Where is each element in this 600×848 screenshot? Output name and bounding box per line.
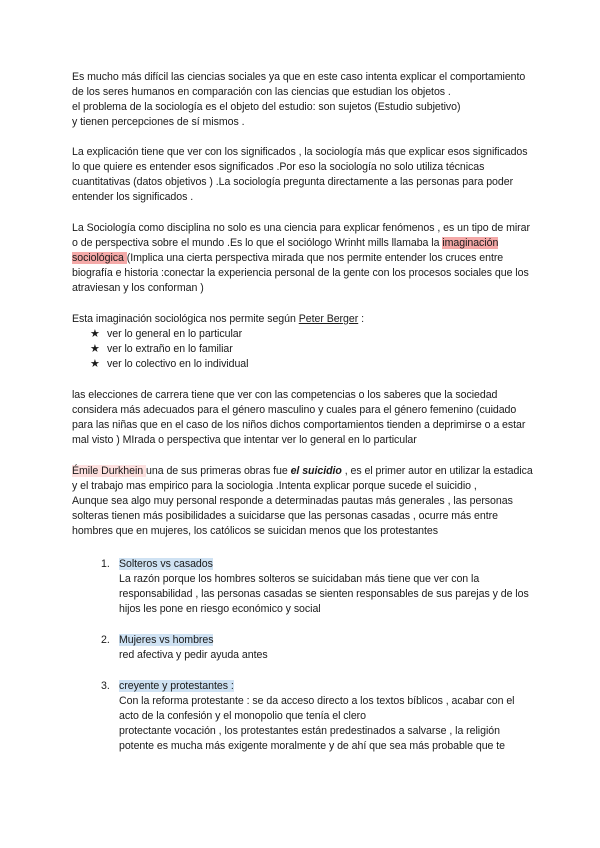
- item-body: Con la reforma protestante : se da acceso directo a los textos bíblicos , acabar con el acto de la confesión y el monopolio que tenía el clero: [119, 695, 515, 722]
- list-item: [90, 357, 534, 372]
- item-number: 1.: [101, 558, 110, 570]
- intro-line-2: el problema de la sociología es el objeto del estudio: son sujetos (Estudio subjetivo): [72, 101, 461, 113]
- item-number: 3.: [101, 680, 110, 692]
- item-body: red afectiva y pedir ayuda antes: [119, 649, 268, 661]
- paragraph-berger: [72, 312, 534, 327]
- list-item: [72, 679, 534, 754]
- numbered-list: [72, 557, 534, 754]
- berger-text-after: :: [358, 313, 364, 325]
- el-suicidio-title: el suicidio: [290, 465, 342, 477]
- list-item: [72, 557, 534, 617]
- peter-berger-author: Peter Berger: [298, 313, 359, 325]
- star-icon: ★: [90, 343, 100, 355]
- star-icon: ★: [90, 358, 100, 370]
- document-body: [72, 70, 534, 754]
- durkhein-text-after: , es el primer autor en utilizar la estadica y el trabajo mas empirico para la sociologia .Intenta explicar porque sucede el suicidio ,: [72, 465, 533, 492]
- sociologia-text-after: (Implica una cierta perspectiva mirada que nos permite entender los cruces entre biografía e historia :conectar la experiencia personal de la gente con los procesos sociales que los atraviesan y los conforman ): [72, 252, 529, 294]
- berger-text-before: Esta imaginación sociológica nos permite según: [72, 313, 299, 325]
- intro-line-3: y tienen percepciones de sí mismos .: [72, 116, 245, 128]
- durkhein-line-2: Aunque sea algo muy personal responde a determinadas pautas más generales , las personas solteras tienen más posibilidades a suicidarse que las personas casadas , ocurre más entre hombres que en mujeres, los católicos se suicidan menos que los protestantes: [72, 495, 513, 537]
- item-title: Mujeres vs hombres: [119, 634, 214, 646]
- durkhein-author: Émile Durkhein: [72, 465, 147, 477]
- paragraph-explicacion: La explicación tiene que ver con los significados , la sociología más que explicar esos significados lo que quiere es entender esos significados .Por eso la sociología no solo utiliza técnicas cuantitativas (datos objetivos ) .La sociología pregunta directamente a las personas para poder entender los significados .: [72, 146, 528, 203]
- imaginacion-sociologica-highlight: imaginación sociológica: [72, 237, 499, 264]
- list-item-text: ver lo extraño en lo familiar: [107, 343, 233, 355]
- item-title: Solteros vs casados: [119, 558, 213, 570]
- paragraph-durkhein: [72, 464, 534, 539]
- list-item-text: ver lo colectivo en lo individual: [107, 358, 249, 370]
- durkhein-text-mid: una de sus primeras obras fue: [146, 465, 291, 477]
- star-icon: ★: [90, 328, 100, 340]
- item-number: 2.: [101, 634, 110, 646]
- list-item-text: ver lo general en lo particular: [107, 328, 243, 340]
- paragraph-elecciones: las elecciones de carrera tiene que ver con las competencias o los saberes que la sociedad considera más adecuados para el género masculino y cuales para el género femenino (cuidado para las niñas que en el caso de los niños dichos comportamientos tienden a deprimirse o a estar mal visto ) MIrada o perspectiva que intentar ver lo general en lo particular: [72, 389, 526, 446]
- paragraph-sociologia: [72, 221, 534, 296]
- item-body-2: protectante vocación , los protestantes están predestinados a salvarse , la religión potente es mucha más exigente moralmente y de ahí que sea más probable que te: [119, 725, 506, 752]
- list-item: [72, 633, 534, 663]
- star-list: [72, 327, 534, 372]
- list-item: [90, 327, 534, 342]
- item-body: La razón porque los hombres solteros se suicidaban más tiene que ver con la responsabilidad , las personas casadas se sienten responsables de sus parejas y de los hijos les pone en riesgo económico y social: [119, 573, 529, 615]
- list-item: [90, 342, 534, 357]
- intro-line-1: Es mucho más difícil las ciencias sociales ya que en este caso intenta explicar el comportamiento de los seres humanos en comparación con las ciencias que estudian los objetos .: [72, 71, 526, 98]
- sociologia-text-before: La Sociología como disciplina no solo es una ciencia para explicar fenómenos , es un tipo de mirar o de perspectiva sobre el mundo .Es lo que el sociólogo Wrinht mills llamaba la: [72, 222, 530, 249]
- paragraph-intro: [72, 70, 534, 130]
- item-title: creyente y protestantes :: [119, 680, 234, 692]
